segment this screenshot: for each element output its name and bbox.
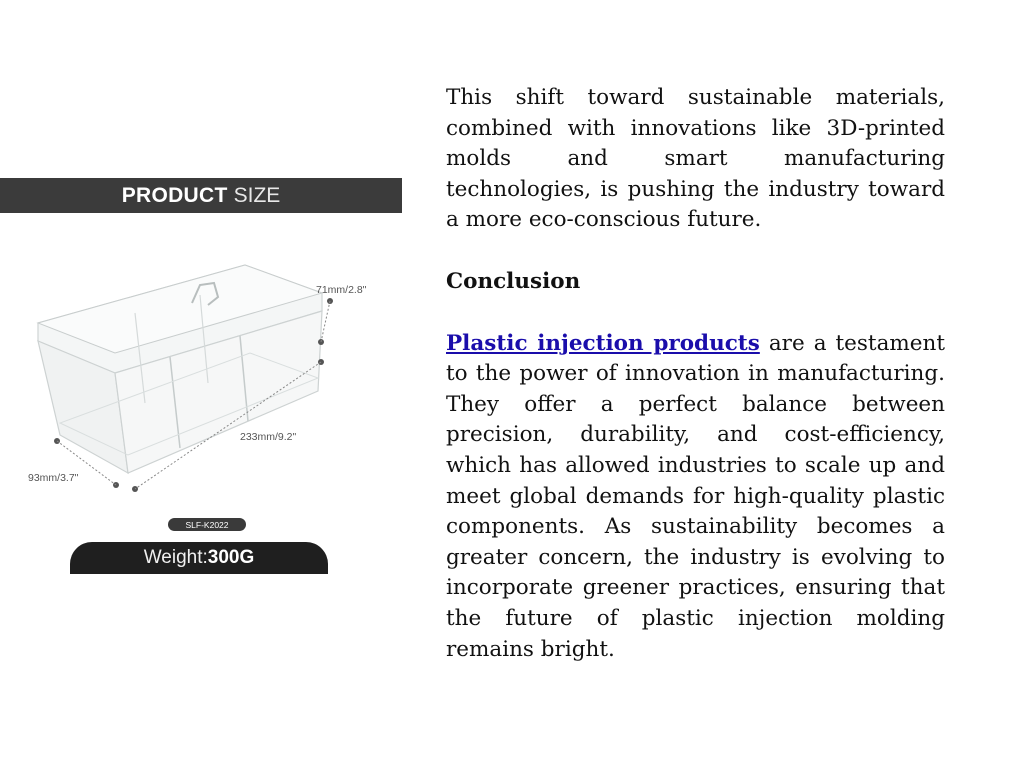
dimension-length-label: 233mm/9.2" [240,431,297,443]
dimension-width-label: 93mm/3.7" [28,472,79,484]
dimension-height-label: 71mm/2.8" [316,284,367,296]
weight-badge [70,542,328,574]
banner-title-light: SIZE [233,183,281,207]
conclusion-paragraph [446,329,945,666]
intro-paragraph: This shift toward sustainable materials, combined with innovations like 3D-printed molds and smart manufacturing technologies, is pushing the industry toward a more eco-conscious future. [446,85,945,233]
banner-title-bold: PRODUCT [121,183,228,207]
storage-box-illustration [0,213,402,513]
product-size-banner [0,178,402,213]
article-text [446,83,945,665]
plastic-injection-products-link[interactable]: Plastic injection products [446,330,760,356]
model-number-badge: SLF-K2022 [168,518,246,531]
weight-label: Weight: [143,547,208,568]
product-size-image [0,178,402,574]
conclusion-heading: Conclusion [446,268,581,294]
conclusion-body-text: are a testament to the power of innovation in manufacturing. They offer a perfect balance between precision, durability, and cost-efficiency, which has allowed industries to scale up and meet global demands for high-quality plastic components. As sustainability becomes a greater concern, the industry is evolving to incorporate greener practices, ensuring that the future of plastic injection molding remains bright. [446,330,945,662]
weight-value: 300G [207,547,255,568]
